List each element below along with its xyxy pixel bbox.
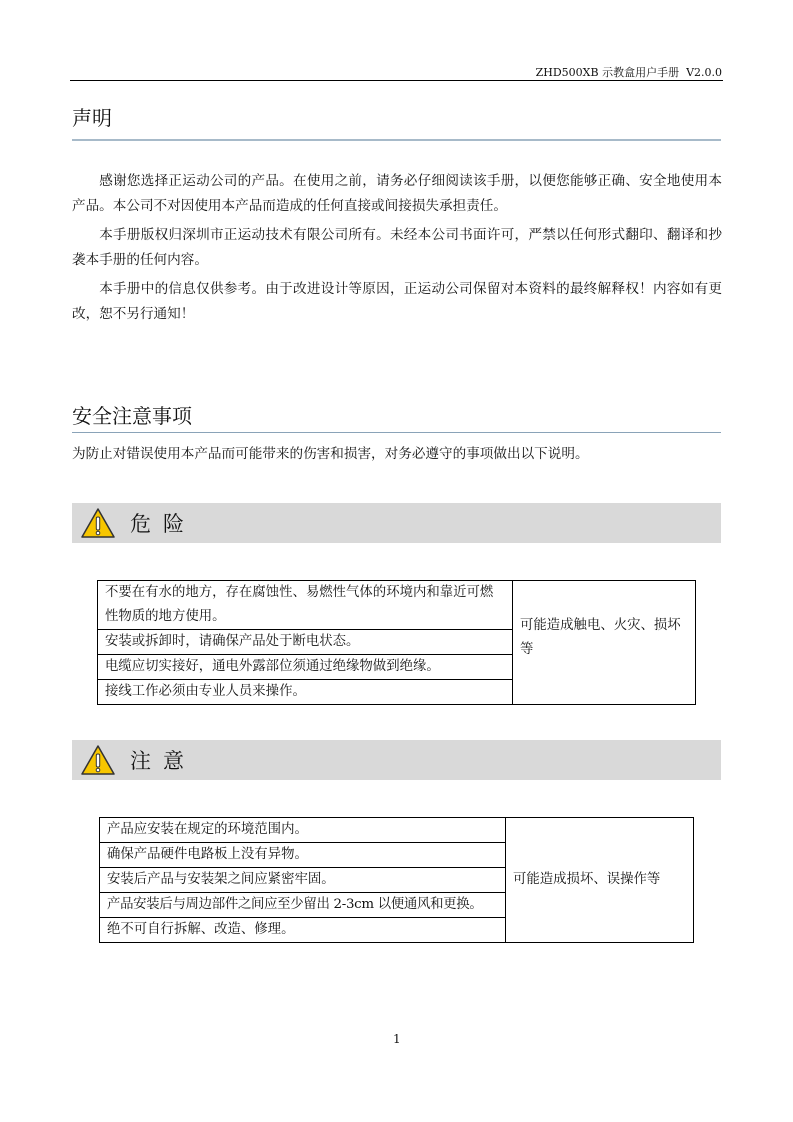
caution-item: 绝不可自行拆解、改造、修理。 (100, 918, 506, 943)
caution-table (99, 817, 694, 943)
danger-item: 接线工作必须由专业人员来操作。 (98, 680, 513, 705)
danger-consequence: 可能造成触电、火灾、损坏等 (513, 581, 696, 705)
danger-label: 危险 (130, 512, 196, 536)
heading-rule (72, 139, 721, 141)
declaration-paragraph: 本手册中的信息仅供参考。由于改进设计等原因，正运动公司保留对本资料的最终解释权！内容如有更改，恕不另行通知！ (72, 281, 722, 322)
danger-item: 安装或拆卸时，请确保产品处于断电状态。 (98, 630, 513, 655)
header-divider (70, 80, 723, 81)
caution-banner (72, 740, 721, 780)
running-header: ZHD500XB 示教盒用户手册 V2.0.0 (535, 66, 722, 79)
declaration-heading: 声明 (72, 106, 112, 130)
caution-label: 注意 (130, 749, 196, 773)
danger-item: 不要在有水的地方，存在腐蚀性、易燃性气体的环境内和靠近可燃性物质的地方使用。 (98, 581, 513, 630)
caution-item: 产品安装后与周边部件之间应至少留出 2-3cm 以便通风和更换。 (100, 893, 506, 918)
heading-rule (72, 432, 721, 433)
safety-intro: 为防止对错误使用本产品而可能带来的伤害和损害，对务必遵守的事项做出以下说明。 (72, 446, 589, 462)
page-number: 1 (393, 1032, 401, 1046)
danger-table (97, 580, 696, 705)
caution-item: 确保产品硬件电路板上没有异物。 (100, 843, 506, 868)
caution-item: 安装后产品与安装架之间应紧密牢固。 (100, 868, 506, 893)
caution-item: 产品应安装在规定的环境范围内。 (100, 818, 506, 843)
danger-item: 电缆应切实接好，通电外露部位须通过绝缘物做到绝缘。 (98, 655, 513, 680)
warning-icon (80, 507, 116, 539)
warning-icon (80, 744, 116, 776)
declaration-paragraph: 感谢您选择正运动公司的产品。在使用之前，请务必仔细阅读该手册，以便您能够正确、安全地使用本产品。本公司不对因使用本产品而造成的任何直接或间接损失承担责任。 (72, 173, 722, 214)
caution-consequence: 可能造成损坏、误操作等 (506, 818, 694, 943)
danger-banner (72, 503, 721, 543)
declaration-paragraph: 本手册版权归深圳市正运动技术有限公司所有。未经本公司书面许可，严禁以任何形式翻印、翻译和抄袭本手册的任何内容。 (72, 227, 722, 268)
safety-heading: 安全注意事项 (72, 404, 192, 428)
